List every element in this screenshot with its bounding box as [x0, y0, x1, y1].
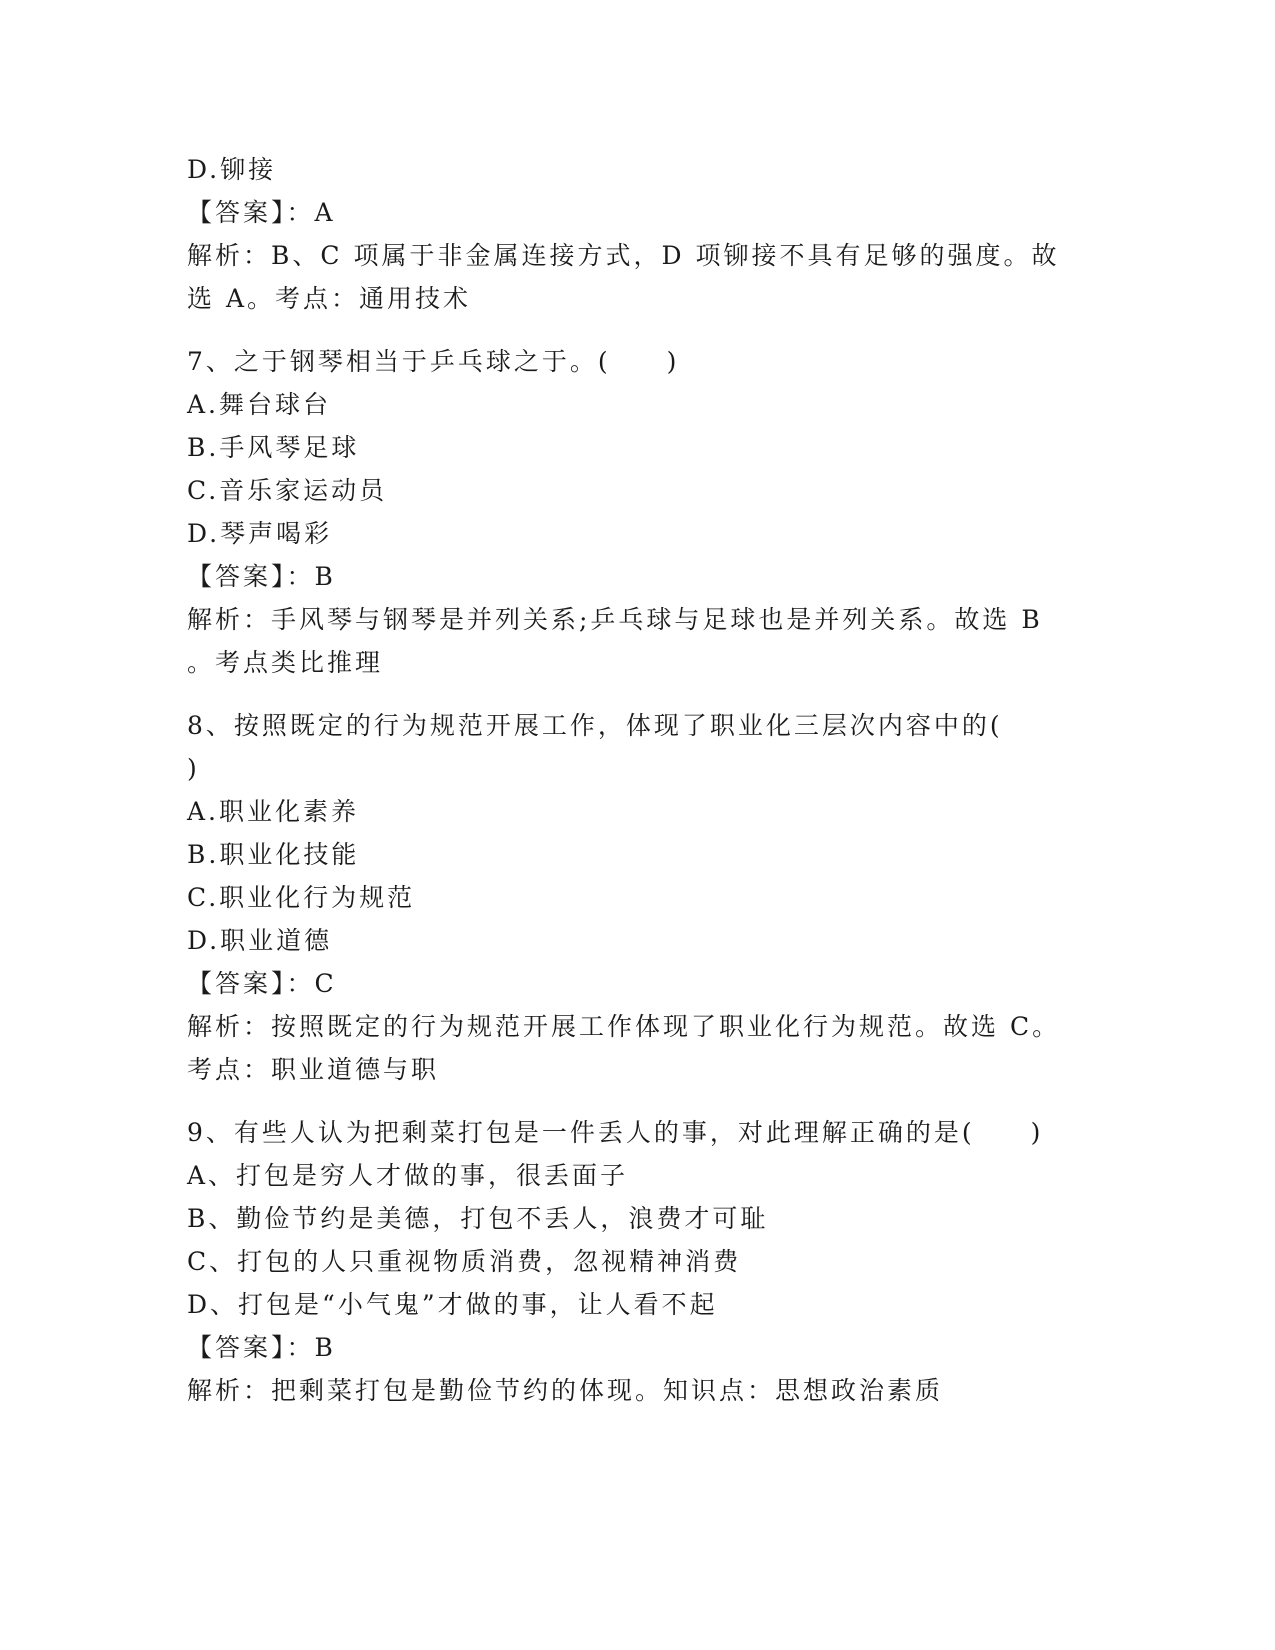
q7-option-c: C.音乐家运动员: [187, 476, 388, 505]
document-page: [187, 148, 1087, 1412]
q6-option-d: D.铆接: [187, 155, 277, 184]
q7-option-d: D.琴声喝彩: [187, 519, 333, 548]
q6-answer: 【答案】：A: [187, 198, 336, 227]
q8-option-a: A.职业化素养: [187, 797, 360, 826]
q7-analysis-line-2: 。考点类比推理: [187, 648, 384, 677]
q7-question: 7、之于钢琴相当于乒乓球之于。( ): [187, 347, 680, 376]
q9-analysis-line-1: 解析：把剩菜打包是勤俭节约的体现。知识点：思想政治素质: [187, 1376, 944, 1405]
spacer: [187, 684, 1087, 704]
q8-answer: 【答案】：C: [187, 969, 337, 998]
q7-analysis-line-1: 解析：手风琴与钢琴是并列关系;乒乓球与足球也是并列关系。故选 B: [187, 605, 1043, 634]
q8-analysis-line-2: 考点：职业道德与职: [187, 1055, 440, 1084]
q9-option-a: A、打包是穷人才做的事，很丢面子: [187, 1161, 629, 1190]
q8-option-d: D.职业道德: [187, 926, 333, 955]
q7-option-b: B.手风琴足球: [187, 433, 360, 462]
spacer: [187, 320, 1087, 340]
q8-analysis-line-1: 解析：按照既定的行为规范开展工作体现了职业化行为规范。故选 C。: [187, 1012, 1061, 1041]
q6-analysis-line-1: 解析：B、C 项属于非金属连接方式，D 项铆接不具有足够的强度。故: [187, 241, 1060, 270]
q8-option-b: B.职业化技能: [187, 840, 360, 869]
spacer: [187, 1091, 1087, 1111]
q6-analysis-line-2: 选 A。考点：通用技术: [187, 284, 472, 313]
q9-option-b: B、勤俭节约是美德，打包不丢人，浪费才可耻: [187, 1204, 769, 1233]
q7-option-a: A.舞台球台: [187, 390, 332, 419]
q8-question-line-1: 8、按照既定的行为规范开展工作，体现了职业化三层次内容中的(: [187, 711, 1003, 740]
q8-option-c: C.职业化行为规范: [187, 883, 416, 912]
q8-question-line-2: ): [187, 754, 200, 783]
q9-option-c: C、打包的人只重视物质消费，忽视精神消费: [187, 1247, 742, 1276]
q9-answer: 【答案】：B: [187, 1333, 336, 1362]
q9-question: 9、有些人认为把剩菜打包是一件丢人的事，对此理解正确的是( ): [187, 1118, 1044, 1147]
q7-answer: 【答案】：B: [187, 562, 336, 591]
q9-option-d: D、打包是“小气鬼”才做的事，让人看不起: [187, 1290, 718, 1319]
